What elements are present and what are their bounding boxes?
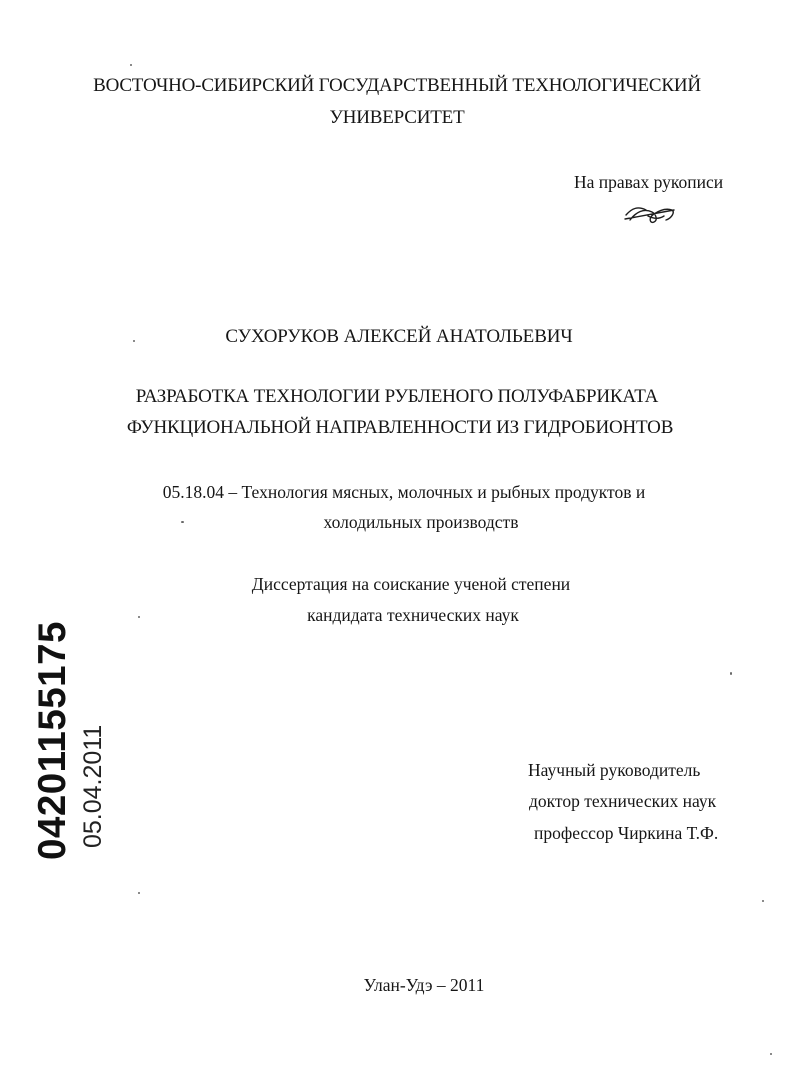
- scan-speck: [770, 1053, 772, 1055]
- supervisor-role: Научный руководитель: [528, 760, 701, 780]
- scan-speck: [130, 64, 132, 66]
- scan-speck: [730, 672, 732, 675]
- supervisor-name: профессор Чиркина Т.Ф.: [534, 823, 719, 843]
- thesis-title-line-2: ФУНКЦИОНАЛЬНОЙ НАПРАВЛЕННОСТИ ИЗ ГИДРОБИОНТОВ: [126, 417, 674, 438]
- author-name: СУХОРУКОВ АЛЕКСЕЙ АНАТОЛЬЕВИЧ: [225, 326, 573, 347]
- scan-speck: [762, 900, 764, 902]
- degree-line-2: кандидата технических наук: [307, 605, 519, 625]
- scan-speck: [133, 340, 135, 342]
- scan-speck: [138, 892, 140, 894]
- manuscript-rights-note: На правах рукописи: [574, 172, 724, 192]
- specialty-line-2: холодильных производств: [323, 512, 519, 532]
- university-name-line-2: УНИВЕРСИТЕТ: [329, 107, 465, 128]
- stamp-number: 04201155175: [31, 621, 74, 860]
- thesis-title-line-1: РАЗРАБОТКА ТЕХНОЛОГИИ РУБЛЕНОГО ПОЛУФАБРИКАТА: [135, 386, 659, 407]
- scan-speck: [138, 616, 140, 618]
- stamp-date: 05.04.2011: [79, 724, 107, 848]
- city-year: Улан-Удэ – 2011: [363, 975, 485, 995]
- signature-icon: [622, 198, 678, 228]
- specialty-line-1: 05.18.04 – Технология мясных, молочных и рыбных продуктов и: [162, 482, 646, 502]
- supervisor-title: доктор технических наук: [529, 791, 717, 811]
- degree-line-1: Диссертация на соискание ученой степени: [251, 574, 571, 594]
- university-name-line-1: ВОСТОЧНО-СИБИРСКИЙ ГОСУДАРСТВЕННЫЙ ТЕХНОЛОГИЧЕСКИЙ: [93, 75, 701, 96]
- library-stamp: [33, 621, 108, 860]
- scan-speck: [181, 521, 184, 523]
